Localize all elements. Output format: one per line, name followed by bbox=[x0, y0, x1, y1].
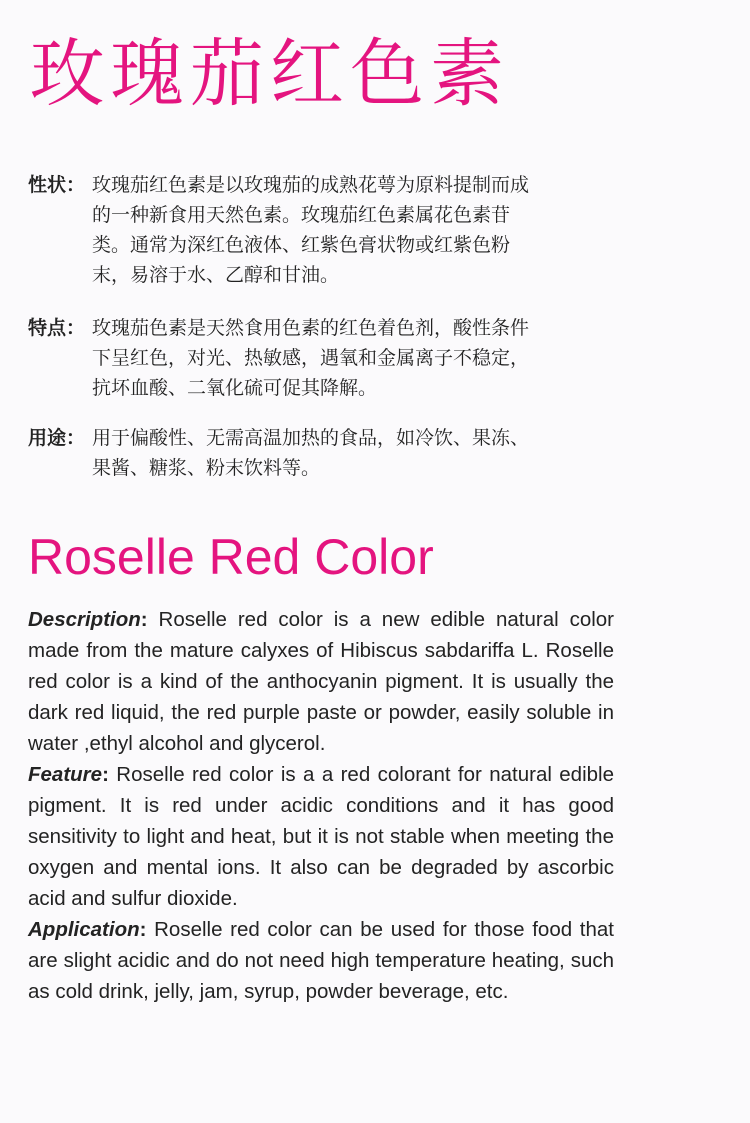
cn-section-properties bbox=[28, 170, 628, 290]
en-feature-label: Feature bbox=[28, 763, 103, 786]
cn-uses-label: 用途： bbox=[28, 427, 86, 449]
cn-uses-line bbox=[28, 423, 628, 453]
cn-properties-text: 玫瑰茄红色素是以玫瑰茄的成熟花萼为原料提制而成 bbox=[92, 174, 530, 196]
en-application-paragraph bbox=[28, 914, 614, 1007]
en-feature-paragraph bbox=[28, 759, 614, 914]
en-description-paragraph bbox=[28, 604, 614, 759]
cn-features-text: 玫瑰茄色素是天然食用色素的红色着色剂，酸性条件 bbox=[92, 317, 530, 339]
cn-properties-line: 的一种新食用天然色素。玫瑰茄红色素属花色素苷 bbox=[92, 204, 511, 226]
cn-section-features bbox=[28, 313, 628, 403]
page-title-chinese: 玫瑰茄红色素 bbox=[30, 31, 510, 117]
cn-uses-line: 果酱、糖浆、粉末饮料等。 bbox=[92, 457, 321, 479]
cn-features-line bbox=[28, 313, 628, 343]
en-feature-colon: : bbox=[102, 763, 109, 786]
en-application-label: Application bbox=[28, 918, 140, 941]
cn-properties-line bbox=[28, 170, 628, 200]
en-application-colon: : bbox=[139, 918, 147, 941]
en-description-colon: : bbox=[140, 608, 148, 631]
cn-uses-text: 用于偏酸性、无需高温加热的食品，如冷饮、果冻、 bbox=[92, 427, 530, 449]
en-feature-text: Roselle red color is a a red colorant for natural edible pigment. It is red under acidic conditions and it has good sensitivity to light and heat, but it is not stable when meeting the oxygen and mental ions. It also can be degraded by ascorbic acid and sulfur dioxide. bbox=[28, 763, 614, 910]
en-description-label: Description bbox=[28, 608, 141, 631]
english-description-block bbox=[28, 604, 614, 1007]
en-application-text: Roselle red color can be used for those food that are slight acidic and do not need high temperature heating, such as cold drink, jelly, jam, syrup, powder beverage, etc. bbox=[28, 918, 614, 1003]
cn-features-line: 抗坏血酸、二氧化硫可促其降解。 bbox=[92, 377, 378, 399]
cn-properties-line: 类。通常为深红色液体、红紫色膏状物或红紫色粉 bbox=[92, 234, 511, 256]
cn-properties-label: 性状： bbox=[28, 174, 86, 196]
cn-features-label: 特点： bbox=[28, 317, 86, 339]
cn-features-line: 下呈红色，对光、热敏感，遇氧和金属离子不稳定， bbox=[92, 347, 530, 369]
cn-properties-line: 末，易溶于水、乙醇和甘油。 bbox=[92, 264, 340, 286]
page-title-english: Roselle Red Color bbox=[28, 529, 434, 585]
en-description-text: Roselle red color is a new edible natural color made from the mature calyxes of Hibiscus sabdariffa L. Roselle red color is a kind of the anthocyanin pigment. It is usually the dark red liquid, the red purple paste or powder, easily soluble in water ,ethyl alcohol and glycerol. bbox=[28, 608, 614, 755]
cn-section-uses bbox=[28, 423, 628, 483]
